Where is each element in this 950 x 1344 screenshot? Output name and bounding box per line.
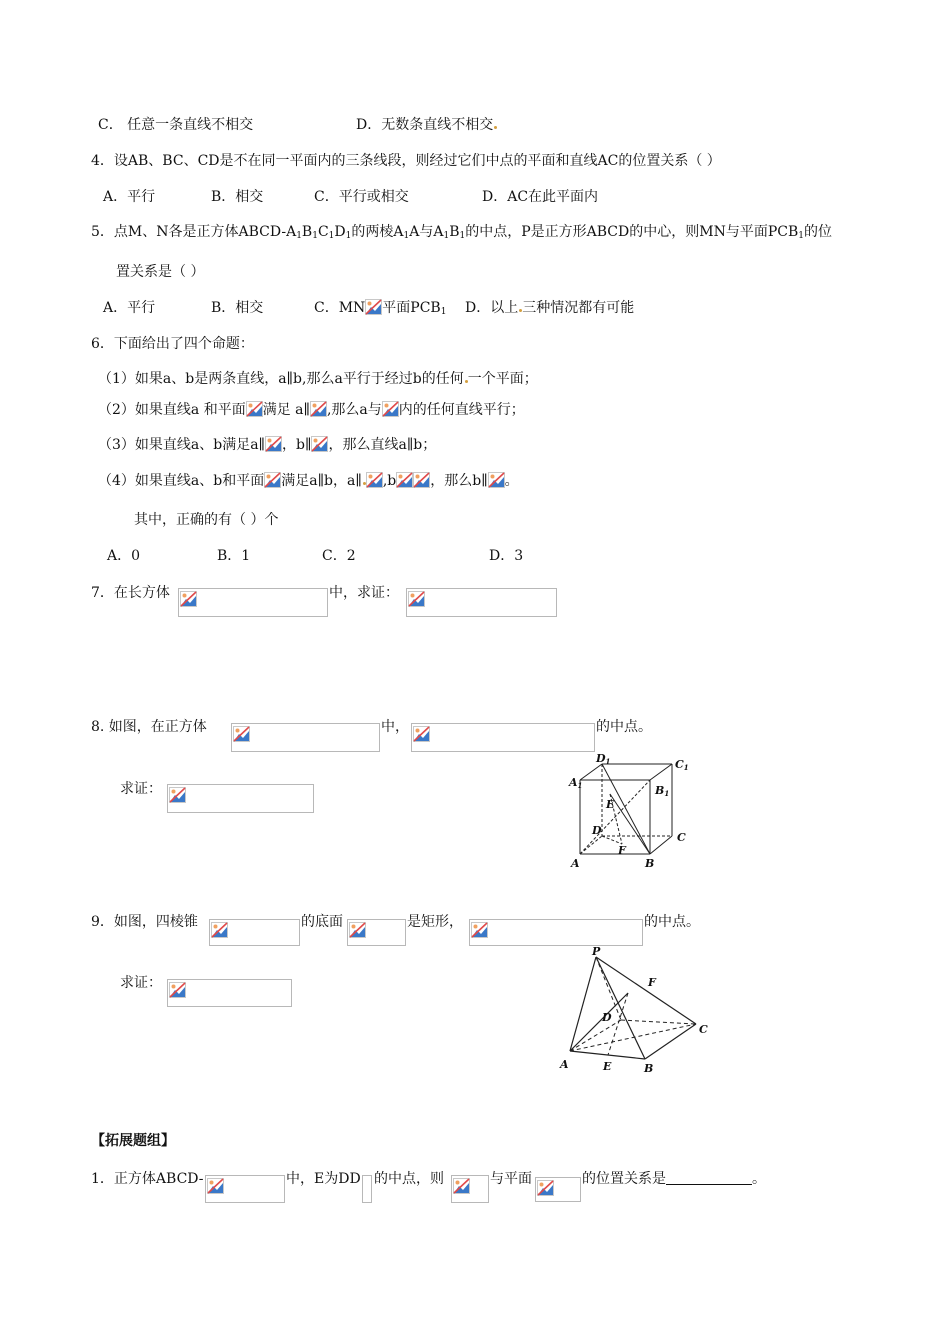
label-b1: B1 <box>655 784 670 798</box>
label-f: F <box>618 844 626 857</box>
broken-image-icon <box>233 726 250 742</box>
label-f: F <box>648 976 656 989</box>
formula-image <box>347 919 406 946</box>
pyramid-edge <box>645 1024 696 1059</box>
q9-text-c: 是矩形， <box>407 914 463 930</box>
pyramid-edge <box>570 1051 645 1059</box>
cube-segment <box>610 794 650 854</box>
q8-text-c: 的中点。 <box>596 719 652 735</box>
broken-image-icon <box>310 401 327 417</box>
cube-edge <box>650 764 672 780</box>
formula-image <box>209 919 300 946</box>
q9-text-d: 的中点。 <box>644 914 700 930</box>
broken-image-icon <box>382 401 399 417</box>
q6-option-b: B．1 <box>217 548 251 564</box>
broken-image-icon <box>365 299 382 315</box>
q8-text-b: 中， <box>381 719 409 735</box>
cube-hidden-segment <box>580 780 650 854</box>
formula-image <box>451 1175 489 1203</box>
label-a: A <box>560 1058 569 1071</box>
q9-text-a: 9．如图，四棱锥 <box>91 914 198 930</box>
broken-image-icon <box>396 472 413 488</box>
broken-image-icon <box>408 591 425 607</box>
q8-prove-label: 求证： <box>120 781 162 797</box>
broken-image-icon <box>413 472 430 488</box>
label-e: E <box>603 1060 612 1073</box>
formula-image <box>178 588 328 617</box>
q9-text-b: 的底面 <box>301 914 343 930</box>
q6-prop-4: （4）如果直线a、b和平面 满足a∥b，a∥ ,b ，那么b∥ 。 <box>98 473 519 489</box>
broken-image-icon <box>471 922 488 938</box>
broken-image-icon <box>366 472 383 488</box>
q6-option-a: A．0 <box>107 548 141 564</box>
q6-prop-1: （1）如果a、b是两条直线，a∥b,那么a平行于经过b的任何 一个平面； <box>98 371 538 387</box>
ext-text-b: 中，E为DD <box>286 1171 361 1187</box>
label-c: C <box>699 1023 708 1036</box>
q8-text-a: 8. 如图，在正方体 <box>91 719 207 735</box>
ext-text-c: 的中点，则 <box>374 1171 444 1187</box>
label-b: B <box>645 857 655 870</box>
ext-text-e: 的位置关系是 。 <box>582 1171 766 1187</box>
label-a1: A1 <box>569 776 583 790</box>
broken-image-icon <box>246 401 263 417</box>
q6-option-d: D．3 <box>489 548 524 564</box>
q4-option-b: B．相交 <box>211 189 264 205</box>
broken-image-icon <box>265 436 282 452</box>
broken-image-icon <box>488 472 505 488</box>
broken-image-icon <box>169 982 186 998</box>
broken-image-icon <box>180 591 197 607</box>
pyramid-figure <box>548 940 718 1085</box>
q5-option-a: A．平行 <box>103 300 156 316</box>
formula-image <box>205 1175 285 1203</box>
cube-figure <box>560 750 700 875</box>
label-a: A <box>571 857 580 870</box>
label-b: B <box>644 1062 654 1075</box>
broken-image-icon <box>537 1180 554 1196</box>
q3-option-d: D．无数条直线不相交 <box>356 116 497 134</box>
label-c: C <box>677 831 686 844</box>
q3-option-c: C． 任意一条直线不相交 <box>98 117 254 133</box>
ext-text-d: 与平面 <box>490 1171 532 1187</box>
formula-image <box>362 1175 372 1203</box>
ext-text-a: 1．正方体ABCD- <box>91 1171 204 1187</box>
label-d: D <box>602 1011 612 1024</box>
q4-option-c: C．平行或相交 <box>314 189 409 205</box>
label-d1: D1 <box>596 752 611 766</box>
formula-image <box>167 979 292 1007</box>
formula-image <box>231 723 380 752</box>
broken-image-icon <box>349 922 366 938</box>
broken-image-icon <box>264 472 281 488</box>
broken-image-icon <box>453 1178 470 1194</box>
broken-image-icon <box>169 787 186 803</box>
pyramid-hidden-edge <box>621 1020 696 1024</box>
q4-option-d: D．AC在此平面内 <box>482 189 599 205</box>
broken-image-icon <box>211 922 228 938</box>
q7-text-b: 中，求证： <box>329 585 399 601</box>
label-d: D <box>592 824 602 837</box>
broken-image-icon <box>311 436 328 452</box>
formula-image <box>411 723 595 752</box>
cube-hidden-segment <box>602 836 622 844</box>
q6-conclusion: 其中，正确的有（ ）个 <box>134 512 279 528</box>
q5-option-d: D．以上 三种情况都有可能 <box>465 300 635 316</box>
q4-stem: 4．设AB、BC、CD是不在同一平面内的三条线段，则经过它们中点的平面和直线AC的位置关系（ ） <box>91 153 721 169</box>
q9-prove-label: 求证： <box>120 975 162 991</box>
q6-stem: 6．下面给出了四个命题： <box>91 336 254 352</box>
q5-option-b: B．相交 <box>211 300 264 316</box>
q4-option-a: A．平行 <box>103 189 156 205</box>
q7-text-a: 7．在长方体 <box>91 585 170 601</box>
section-heading: 【拓展题组】 <box>91 1133 175 1149</box>
formula-image <box>535 1177 581 1202</box>
cube-hidden-edge <box>580 836 602 854</box>
pyramid-edge <box>570 957 596 1051</box>
broken-image-icon <box>413 726 430 742</box>
label-c1: C1 <box>675 758 689 772</box>
q6-option-c: C．2 <box>322 548 356 564</box>
pyramid-edge <box>596 957 645 1059</box>
cube-edge <box>580 764 602 780</box>
q5-option-c: C．MN 平面$PCB_1$ <box>314 300 447 317</box>
q5-stem-cont: 置关系是（ ） <box>116 264 205 280</box>
broken-image-icon <box>207 1178 224 1194</box>
cube-edge <box>650 836 672 854</box>
formula-image <box>167 784 314 813</box>
q6-prop-3: （3）如果直线a、b满足a∥ ，b∥ ，那么直线a∥b； <box>98 437 437 453</box>
label-e: E <box>606 798 615 811</box>
q6-prop-2: （2）如果直线a 和平面 满足 a∥ ,那么a与 内的任何直线平行； <box>98 402 525 418</box>
label-p: P <box>592 945 601 958</box>
formula-image <box>406 588 557 617</box>
pyramid-segment <box>570 993 628 1051</box>
answer-blank[interactable] <box>666 1170 752 1185</box>
q5-stem: 5．点M、N各是正方体ABCD-$A_1B_1C_1D_1$的两棱$A_1A$与$A_1B_1$的中点，P是正方形ABCD的中心，则MN与平面$PCB_1$的位 <box>91 224 832 241</box>
